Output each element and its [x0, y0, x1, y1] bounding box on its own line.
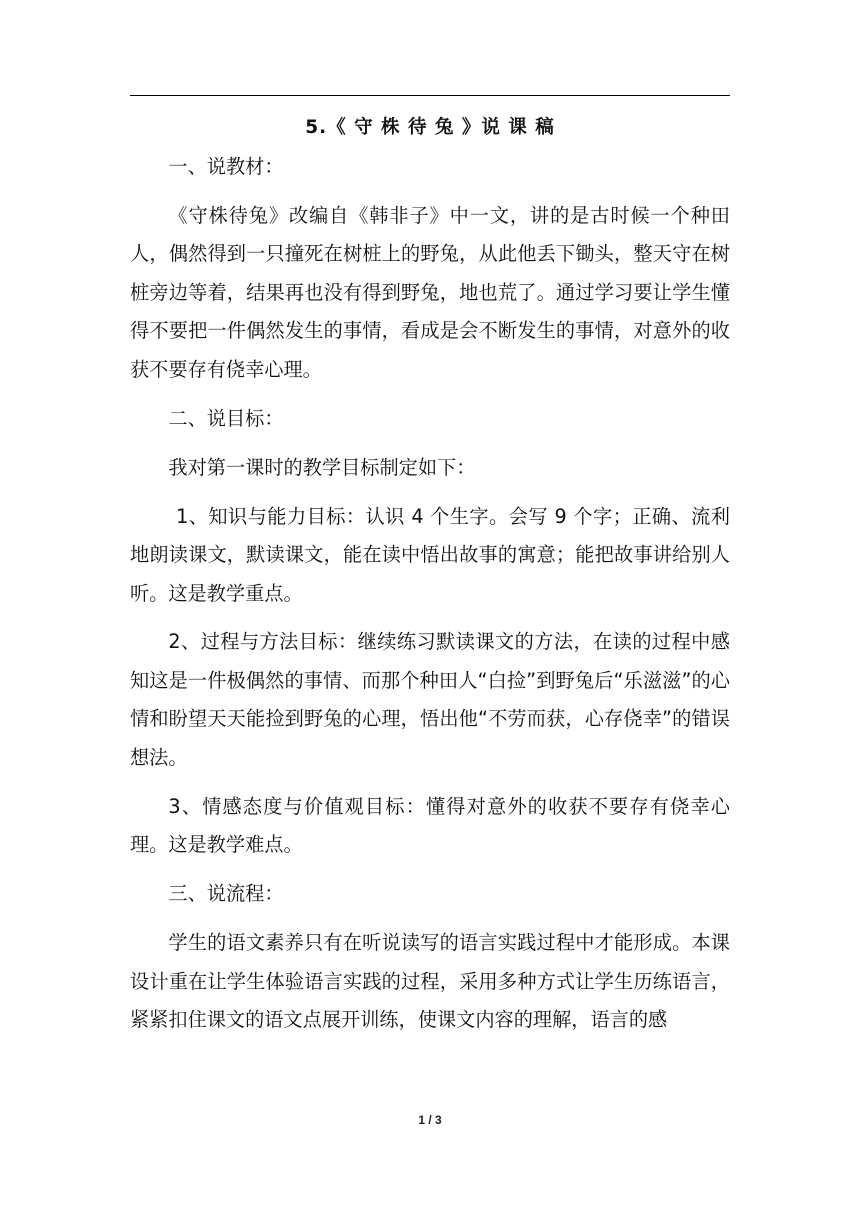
paragraph-goal-1: 1、知识与能力目标：认识 4 个生字。会写 9 个字；正确、流利地朗读课文，默读课文，能在读中悟出故事的寓意；能把故事讲给别人听。这是教学重点。 [130, 504, 730, 605]
document-title: 5.《 守 株 待 兔 》说 课 稿 [305, 117, 555, 138]
paragraph-goals-intro: 我对第一课时的教学目标制定如下： [168, 455, 476, 479]
paragraph-goal-3: 3、情感态度与价值观目标：懂得对意外的收获不要存有侥幸心理。这是教学难点。 [130, 794, 730, 857]
section-heading-process: 三、说流程： [168, 882, 284, 906]
document-body [130, 108, 730, 1050]
paragraph-process: 学生的语文素养只有在听说读写的语言实践过程中才能形成。本课设计重在让学生体验语言实践的过程，采用多种方式让学生历练语言，紧紧扣住课文的语文点展开训练，使课文内容的理解，语言的感 [130, 931, 730, 1032]
paragraph-goal-2: 2、过程与方法目标：继续练习默读课文的方法，在读的过程中感知这是一件极偶然的事情、而那个种田人“白捡”到野兔后“乐滋滋”的心情和盼望天天能捡到野兔的心理，悟出他“不劳而获，心存侥幸”的错误想法。 [130, 630, 730, 769]
paragraph-textbook: 《守株待兔》改编自《韩非子》中一文，讲的是古时候一个种田人，偶然得到一只撞死在树桩上的野兔，从此他丢下锄头，整天守在树桩旁边等着，结果再也没有得到野兔，地也荒了。通过学习要让学生懂得不要把一件偶然发生的事情，看成是会不断发生的事情，对意外的收获不要存有侥幸心理。 [130, 203, 730, 381]
section-heading-textbook: 一、说教材： [168, 155, 284, 178]
page-number: 1 / 3 [418, 1113, 442, 1127]
section-heading-goals: 二、说目标： [168, 406, 284, 430]
header-rule [130, 95, 730, 96]
